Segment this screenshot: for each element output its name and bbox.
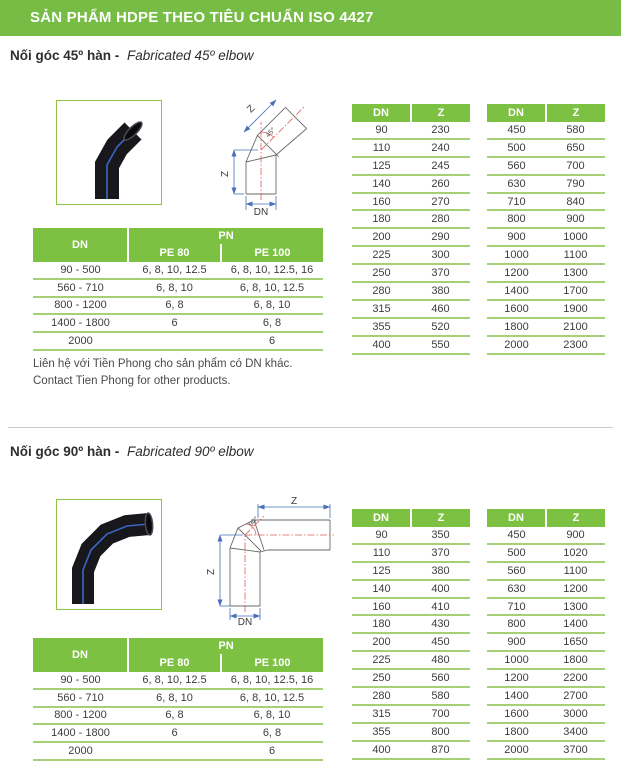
table-cell: 6, 8, 10, 12.5: [128, 672, 221, 689]
table-cell: 460: [411, 300, 470, 318]
table-cell: 1400: [546, 615, 605, 633]
table-cell: 6: [128, 724, 221, 742]
table-row: [352, 741, 470, 759]
product-photo-45-elbow: [57, 101, 161, 204]
table-cell: 900: [546, 527, 605, 544]
table-cell: 6, 8: [221, 314, 323, 332]
table-cell: 380: [411, 282, 470, 300]
table-cell: 450: [487, 122, 546, 139]
table-cell: 1200: [487, 264, 546, 282]
table-row: [487, 615, 605, 633]
table-cell: 400: [352, 336, 411, 354]
product-photo-45-frame: [56, 100, 162, 205]
table-row: [487, 562, 605, 580]
table-cell: 1000: [546, 228, 605, 246]
table-cell: 560: [487, 157, 546, 175]
table-cell: 480: [411, 651, 470, 669]
table-row: [33, 672, 323, 689]
table-cell: 3000: [546, 705, 605, 723]
table-cell: 180: [352, 615, 411, 633]
table-row: [352, 544, 470, 562]
section-45-heading-en: Fabricated 45º elbow: [126, 48, 254, 63]
table-cell: 6: [128, 314, 221, 332]
table-cell: 1900: [546, 300, 605, 318]
column-header-pn: PN: [128, 228, 323, 244]
table-cell: 430: [411, 615, 470, 633]
table-row: [487, 651, 605, 669]
contact-note-en: Contact Tien Phong for other products.: [33, 375, 231, 387]
column-header-dn: DN: [487, 104, 546, 122]
table-row: [487, 741, 605, 759]
table-cell: 6, 8, 10, 12.5: [128, 262, 221, 279]
table-cell: 900: [487, 633, 546, 651]
table-row: [33, 707, 323, 725]
table-row: [487, 139, 605, 157]
table-cell: 900: [487, 228, 546, 246]
table-cell: 260: [411, 175, 470, 193]
table-cell: 1600: [487, 300, 546, 318]
dimension-lines: [220, 504, 330, 620]
table-cell: 1400: [487, 687, 546, 705]
table-cell: 6: [221, 332, 323, 350]
table-cell: 6, 8, 10: [128, 689, 221, 707]
table-cell: 700: [546, 157, 605, 175]
table-row: [487, 527, 605, 544]
column-header-pn: PN: [128, 638, 323, 654]
table-cell: 1100: [546, 562, 605, 580]
table-cell: 140: [352, 580, 411, 598]
table-row: [487, 246, 605, 264]
table-cell: 355: [352, 318, 411, 336]
table-row: [33, 297, 323, 315]
table-row: [487, 598, 605, 616]
table-cell: [128, 742, 221, 760]
section-90-heading: [10, 444, 253, 459]
table-cell: 410: [411, 598, 470, 616]
table-row: [33, 279, 323, 297]
angle-label: 45°: [264, 126, 278, 140]
table-cell: 1300: [546, 598, 605, 616]
contact-note-vi: Liên hệ với Tiền Phong cho sản phẩm có DN khác.: [33, 358, 293, 370]
table-cell: 3700: [546, 741, 605, 759]
table-row: [487, 336, 605, 354]
table-row: [352, 175, 470, 193]
table-row: [487, 157, 605, 175]
table-cell: 6, 8: [128, 297, 221, 315]
table-cell: 240: [411, 139, 470, 157]
table-cell: 6, 8: [128, 707, 221, 725]
table-cell: 370: [411, 264, 470, 282]
table-cell: 140: [352, 175, 411, 193]
table-cell: 6, 8: [221, 724, 323, 742]
column-header-pe80: PE 80: [128, 244, 221, 262]
table-cell: 840: [546, 193, 605, 211]
elbow-body: [83, 524, 149, 604]
table-row: [487, 210, 605, 228]
centerlines: [245, 516, 334, 612]
table-cell: 200: [352, 228, 411, 246]
table-cell: 3400: [546, 723, 605, 741]
table-cell: 520: [411, 318, 470, 336]
table-cell: 710: [487, 193, 546, 211]
table-cell: 2000: [33, 742, 128, 760]
table-row: [352, 615, 470, 633]
table-row: [487, 633, 605, 651]
table-cell: 315: [352, 705, 411, 723]
table-row: [352, 264, 470, 282]
table-cell: 270: [411, 193, 470, 211]
table-cell: [128, 332, 221, 350]
technical-drawing-45: [198, 94, 334, 216]
table-row: [352, 157, 470, 175]
table-cell: 315: [352, 300, 411, 318]
section-90-heading-vi: Nối góc 90º hàn -: [10, 444, 120, 459]
column-header-dn: DN: [33, 228, 128, 262]
table-cell: 160: [352, 598, 411, 616]
table-cell: 280: [411, 210, 470, 228]
table-cell: 560 - 710: [33, 689, 128, 707]
table-row: [33, 742, 323, 760]
table-row: [352, 723, 470, 741]
z-dim-label-vertical: Z: [220, 170, 231, 178]
table-row: [352, 139, 470, 157]
table-row: [352, 705, 470, 723]
elbow-body: [107, 131, 133, 199]
technical-drawing-90: [198, 492, 338, 626]
table-row: [352, 669, 470, 687]
table-cell: 125: [352, 562, 411, 580]
table-cell: 280: [352, 687, 411, 705]
table-cell: 125: [352, 157, 411, 175]
table-cell: 560: [487, 562, 546, 580]
z-dim-label-horizontal: Z: [290, 496, 298, 507]
dn-dim-label: DN: [237, 617, 253, 626]
dnz-table-45-large: [487, 104, 605, 355]
table-cell: 800: [411, 723, 470, 741]
table-row: [33, 332, 323, 350]
pn-table-45: [33, 228, 323, 351]
table-cell: 250: [352, 264, 411, 282]
table-row: [487, 580, 605, 598]
table-row: [487, 122, 605, 139]
table-cell: 200: [352, 633, 411, 651]
table-cell: 400: [352, 741, 411, 759]
table-cell: 280: [352, 282, 411, 300]
table-row: [352, 246, 470, 264]
table-row: [352, 228, 470, 246]
table-cell: 1100: [546, 246, 605, 264]
table-row: [352, 598, 470, 616]
column-header-z: Z: [411, 104, 470, 122]
table-cell: 1800: [487, 723, 546, 741]
table-cell: 6, 8, 10, 12.5: [221, 689, 323, 707]
table-cell: 580: [411, 687, 470, 705]
dnz-table-90-large: [487, 509, 605, 760]
table-cell: 560 - 710: [33, 279, 128, 297]
table-cell: 160: [352, 193, 411, 211]
table-cell: 225: [352, 246, 411, 264]
table-cell: 800 - 1200: [33, 297, 128, 315]
table-row: [33, 262, 323, 279]
dnz-table-45-small: [352, 104, 470, 355]
column-header-dn: DN: [33, 638, 128, 672]
table-cell: 1000: [487, 246, 546, 264]
table-cell: 400: [411, 580, 470, 598]
table-cell: 900: [546, 210, 605, 228]
table-cell: 90 - 500: [33, 672, 128, 689]
table-cell: 180: [352, 210, 411, 228]
table-row: [352, 282, 470, 300]
column-header-pe100: PE 100: [221, 654, 323, 672]
section-45-heading-vi: Nối góc 45º hàn -: [10, 48, 120, 63]
column-header-dn: DN: [352, 104, 411, 122]
table-row: [352, 336, 470, 354]
dn-dim-label: DN: [253, 207, 269, 216]
table-row: [487, 669, 605, 687]
table-row: [352, 633, 470, 651]
table-row: [33, 689, 323, 707]
table-row: [487, 705, 605, 723]
table-row: [352, 651, 470, 669]
table-row: [487, 282, 605, 300]
column-header-pe80: PE 80: [128, 654, 221, 672]
table-row: [352, 687, 470, 705]
table-row: [487, 723, 605, 741]
table-cell: 1400 - 1800: [33, 314, 128, 332]
table-row: [487, 264, 605, 282]
table-cell: 650: [546, 139, 605, 157]
table-cell: 90: [352, 122, 411, 139]
table-row: [352, 318, 470, 336]
table-cell: 450: [487, 527, 546, 544]
table-cell: 1020: [546, 544, 605, 562]
table-row: [352, 210, 470, 228]
table-cell: 6, 8, 10: [221, 297, 323, 315]
table-row: [352, 300, 470, 318]
table-cell: 380: [411, 562, 470, 580]
table-cell: 580: [546, 122, 605, 139]
table-row: [487, 300, 605, 318]
table-row: [487, 687, 605, 705]
table-cell: 1400 - 1800: [33, 724, 128, 742]
page-banner: [0, 0, 621, 36]
table-cell: 1200: [487, 669, 546, 687]
table-row: [352, 193, 470, 211]
column-header-z: Z: [546, 104, 605, 122]
table-cell: 90: [352, 527, 411, 544]
z-dim-label-vertical: Z: [206, 568, 217, 576]
table-cell: 630: [487, 580, 546, 598]
table-cell: 800: [487, 210, 546, 228]
table-row: [352, 527, 470, 544]
table-cell: 2200: [546, 669, 605, 687]
table-cell: 300: [411, 246, 470, 264]
table-cell: 6: [221, 742, 323, 760]
table-cell: 2000: [487, 741, 546, 759]
table-cell: 230: [411, 122, 470, 139]
table-cell: 6, 8, 10, 12.5, 16: [221, 262, 323, 279]
table-cell: 110: [352, 139, 411, 157]
table-cell: 800 - 1200: [33, 707, 128, 725]
column-header-dn: DN: [352, 509, 411, 527]
table-cell: 1000: [487, 651, 546, 669]
table-cell: 700: [411, 705, 470, 723]
product-photo-90-frame: [56, 499, 162, 610]
product-photo-90-elbow: [57, 500, 161, 609]
table-cell: 2000: [487, 336, 546, 354]
table-cell: 6, 8, 10, 12.5: [221, 279, 323, 297]
angle-label: 90°: [247, 515, 261, 529]
table-row: [487, 318, 605, 336]
table-cell: 2300: [546, 336, 605, 354]
table-cell: 560: [411, 669, 470, 687]
table-cell: 1600: [487, 705, 546, 723]
table-cell: 350: [411, 527, 470, 544]
table-cell: 6, 8, 10: [128, 279, 221, 297]
table-cell: 225: [352, 651, 411, 669]
table-cell: 2700: [546, 687, 605, 705]
table-row: [33, 724, 323, 742]
dimension-lines: [234, 100, 276, 210]
dnz-table-90-small: [352, 509, 470, 760]
table-cell: 1800: [487, 318, 546, 336]
table-row: [487, 175, 605, 193]
column-header-dn: DN: [487, 509, 546, 527]
table-cell: 500: [487, 139, 546, 157]
table-cell: 245: [411, 157, 470, 175]
table-cell: 870: [411, 741, 470, 759]
table-cell: 1650: [546, 633, 605, 651]
table-row: [487, 544, 605, 562]
centerlines: [261, 107, 304, 200]
table-cell: 355: [352, 723, 411, 741]
table-row: [352, 562, 470, 580]
table-cell: 800: [487, 615, 546, 633]
column-header-pe100: PE 100: [221, 244, 323, 262]
pn-table-90: [33, 638, 323, 761]
table-cell: 1300: [546, 264, 605, 282]
table-cell: 370: [411, 544, 470, 562]
table-cell: 790: [546, 175, 605, 193]
table-cell: 1700: [546, 282, 605, 300]
column-header-z: Z: [546, 509, 605, 527]
table-cell: 290: [411, 228, 470, 246]
table-row: [33, 314, 323, 332]
column-header-z: Z: [411, 509, 470, 527]
z-dim-label-diagonal: Z: [245, 103, 258, 116]
table-row: [352, 580, 470, 598]
table-cell: 1200: [546, 580, 605, 598]
table-cell: 250: [352, 669, 411, 687]
table-row: [352, 122, 470, 139]
table-cell: 2000: [33, 332, 128, 350]
table-row: [487, 193, 605, 211]
table-cell: 6, 8, 10: [221, 707, 323, 725]
table-cell: 110: [352, 544, 411, 562]
section-45-heading: [10, 48, 253, 63]
table-cell: 710: [487, 598, 546, 616]
section-90-heading-en: Fabricated 90º elbow: [126, 444, 254, 459]
table-cell: 1800: [546, 651, 605, 669]
contact-note: [33, 356, 292, 390]
table-row: [487, 228, 605, 246]
page-title: SẢN PHẨM HDPE THEO TIÊU CHUẨN ISO 4427: [30, 9, 374, 26]
table-cell: 550: [411, 336, 470, 354]
table-cell: 450: [411, 633, 470, 651]
table-cell: 6, 8, 10, 12.5, 16: [221, 672, 323, 689]
section-divider: [8, 427, 613, 428]
table-cell: 630: [487, 175, 546, 193]
table-cell: 500: [487, 544, 546, 562]
table-cell: 2100: [546, 318, 605, 336]
table-cell: 1400: [487, 282, 546, 300]
table-cell: 90 - 500: [33, 262, 128, 279]
